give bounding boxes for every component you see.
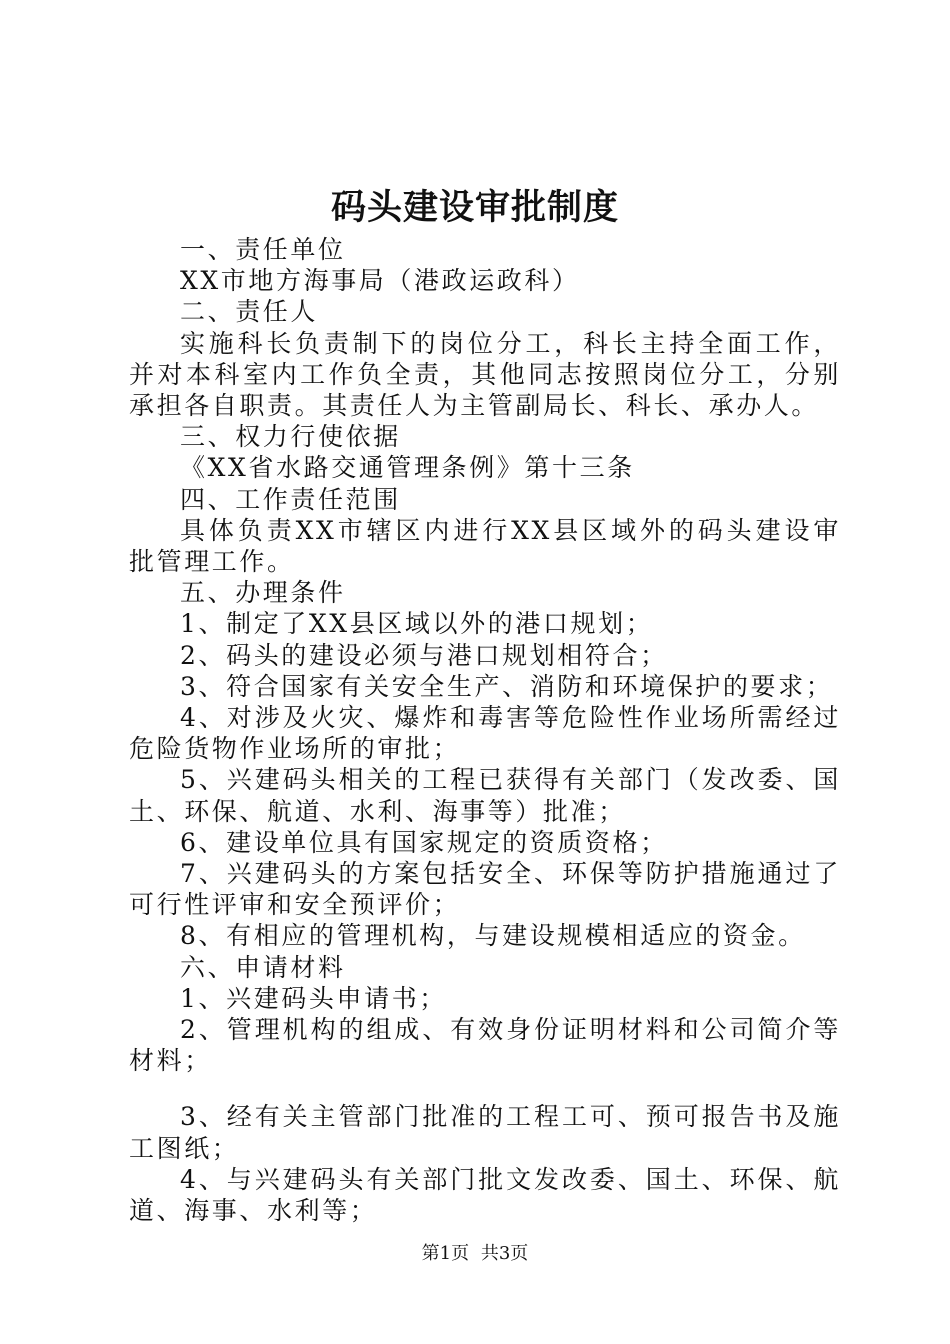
list-item: 1、制定了XX县区域以外的港口规划； [180, 609, 654, 639]
page-footer [0, 1242, 950, 1266]
list-item: 4、对涉及火灾、爆炸和毒害等危险性作业场所需经过危险货物作业场所的审批； [129, 703, 841, 764]
list-item: 5、兴建码头相关的工程已获得有关部门（发改委、国土、环保、航道、水利、海事等）批准； [129, 765, 841, 826]
heading-work-scope: 四、工作责任范围 [180, 484, 401, 514]
list-item: 1、兴建码头申请书； [180, 983, 447, 1013]
heading-conditions: 五、办理条件 [180, 578, 346, 608]
list-item: 6、建设单位具有国家规定的资质资格； [180, 827, 668, 857]
paragraph-work-scope: 具体负责XX市辖区内进行XX县区域外的码头建设审批管理工作。 [129, 515, 841, 577]
list-item: 7、兴建码头的方案包括安全、环保等防护措施通过了可行性评审和安全预评价； [129, 859, 841, 920]
list-item: 4、与兴建码头有关部门批文发改委、国土、环保、航道、海事、水利等； [129, 1164, 841, 1226]
page-number: 第1页 [421, 1243, 470, 1264]
page-total: 共3页 [480, 1243, 529, 1264]
list-item: 2、码头的建设必须与港口规划相符合； [180, 640, 668, 670]
paragraph-responsible-unit: XX市地方海事局（港政运政科） [180, 266, 580, 296]
heading-application-materials: 六、申请材料 [180, 952, 346, 982]
list-item: 2、管理机构的组成、有效身份证明材料和公司简介等材料； [129, 1015, 841, 1076]
paragraph-legal-basis: 《XX省水路交通管理条例》第十三条 [180, 453, 635, 483]
heading-responsible-unit: 一、责任单位 [180, 235, 346, 264]
heading-legal-basis: 三、权力行使依据 [180, 422, 401, 452]
document-body [129, 234, 841, 1226]
document-title: 码头建设审批制度 [330, 187, 619, 228]
list-item: 3、经有关主管部门批准的工程工可、预可报告书及施工图纸； [129, 1102, 841, 1163]
paragraph-responsible-person: 实施科长负责制下的岗位分工，科长主持全面工作，并对本科室内工作负全责，其他同志按照岗位分工，分别承担各自职责。其责任人为主管副局长、科长、承办人。 [129, 328, 841, 421]
list-item: 8、有相应的管理机构，与建设规模相适应的资金。 [180, 921, 806, 951]
heading-responsible-person: 二、责任人 [180, 297, 319, 327]
list-item: 3、符合国家有关安全生产、消防和环境保护的要求； [180, 671, 834, 701]
